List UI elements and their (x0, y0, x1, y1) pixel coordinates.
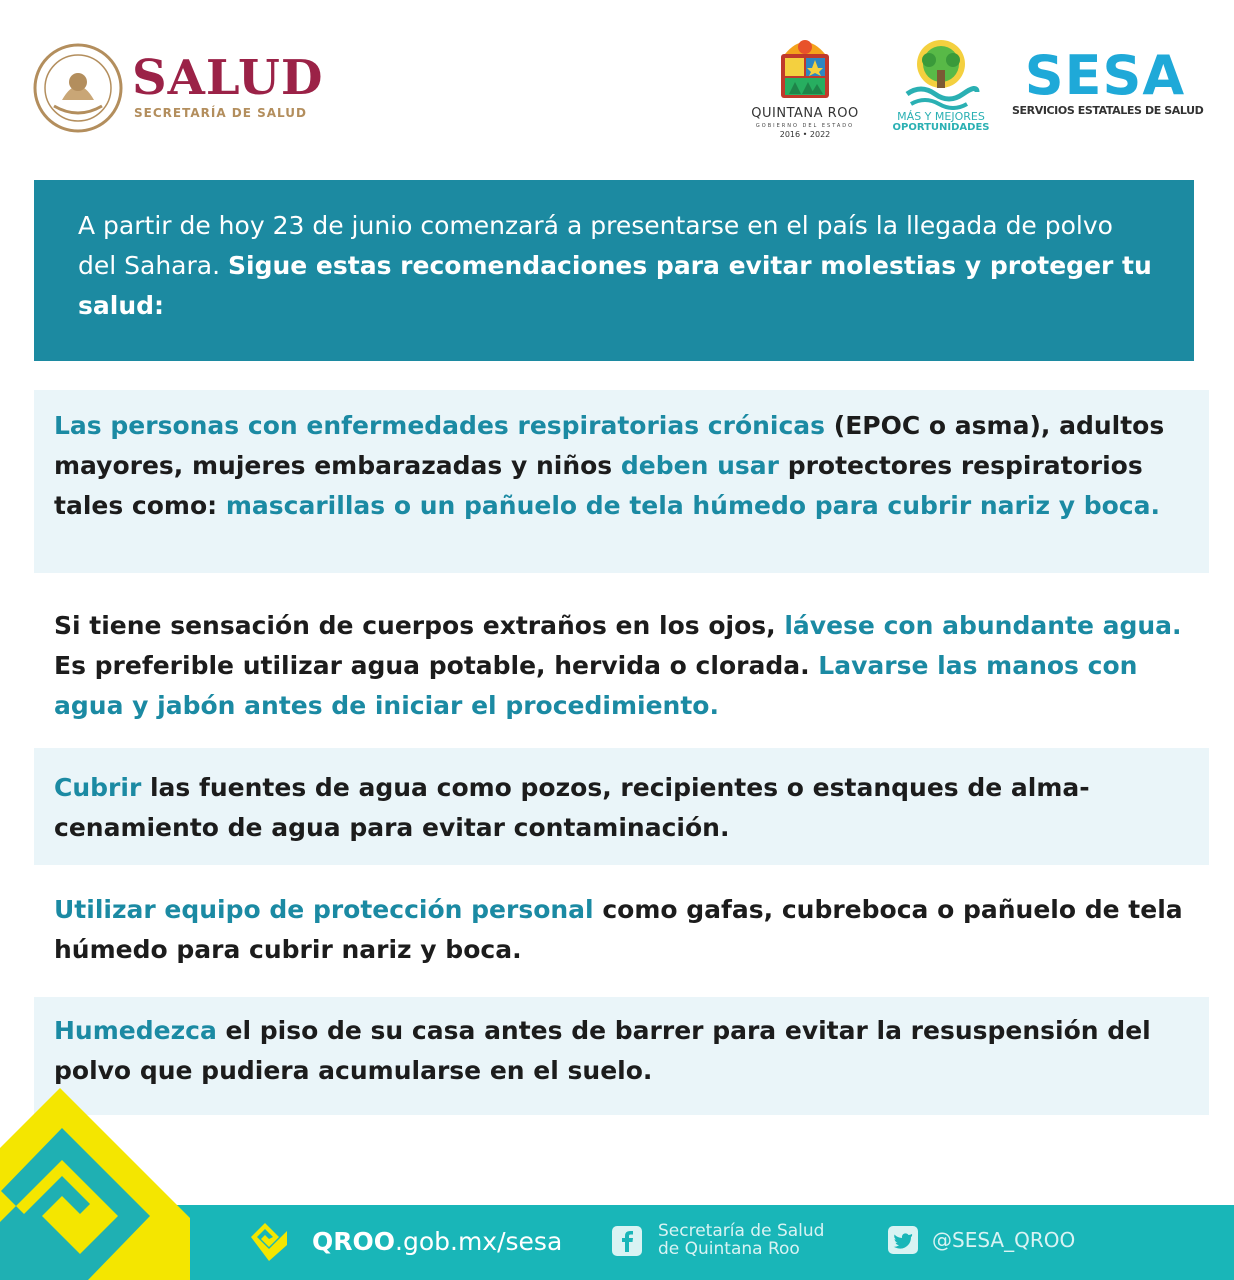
body-text: (EPOC o asma), adultos mayores, mujeres embarazadas y niños (54, 411, 1165, 480)
salud-title: SALUD (132, 50, 324, 106)
recommendation-card (34, 590, 1209, 738)
body-text: como gafas, cubreboca o pañuelo de tela húmedo para cubrir nariz y boca. (54, 895, 1183, 964)
mas-mejores-line2: OPORTUNIDADES (892, 122, 990, 133)
highlighted-text: Cubrir (54, 773, 142, 802)
highlighted-text: Las personas con enfermedades respiratorias crónicas (54, 411, 826, 440)
tree-icon (901, 38, 981, 110)
footer-url[interactable] (312, 1222, 562, 1262)
highlighted-text: Lavarse las manos con agua y jabón antes de iniciar el procedimiento. (54, 651, 1138, 720)
footer-twitter[interactable]: @SESA_QROO (932, 1228, 1076, 1252)
mas-mejores-line1: MÁS Y MEJORES (897, 110, 985, 123)
quintana-roo-name: QUINTANA ROO (751, 106, 859, 121)
mas-mejores-oportunidades-logo (888, 38, 994, 138)
highlighted-text: Humedezca (54, 1016, 217, 1045)
recommendation-card (34, 748, 1209, 865)
recommendation-card (34, 390, 1209, 573)
body-text: las fuentes de agua como pozos, recipientes o estanques de alma-cenamiento de agua para evitar contaminación. (54, 773, 1090, 842)
facebook-icon[interactable] (612, 1226, 642, 1256)
highlighted-text: Utilizar equipo de protección personal (54, 895, 594, 924)
sesa-title: SESA (1024, 44, 1186, 107)
sesa-subtitle: SERVICIOS ESTATALES DE SALUD (1012, 104, 1204, 117)
salud-subtitle: SECRETARÍA DE SALUD (134, 106, 307, 120)
body-text: protectores respiratorios tales como: (54, 451, 1143, 520)
body-text: Es preferible utilizar agua potable, hervida o clorada. (54, 651, 819, 680)
facebook-line2: de Quintana Roo (658, 1239, 800, 1259)
facebook-line1: Secretaría de Salud (658, 1221, 825, 1241)
intro-text: A partir de hoy 23 de junio comenzará a presentarse en el país la llegada de polvo del Sahara. (78, 211, 1113, 280)
header (0, 0, 1234, 170)
intro-bold-text: Sigue estas recomendaciones para evitar molestias y proteger tu salud: (78, 251, 1152, 320)
body-text: el piso de su casa antes de barrer para evitar la resuspensión del polvo que pudiera acumularse en el suelo. (54, 1016, 1151, 1085)
highlighted-text: mascarillas o un pañuelo de tela húmedo para cubrir nariz y boca. (225, 491, 1160, 520)
twitter-icon[interactable] (888, 1226, 918, 1254)
quintana-roo-logo (746, 32, 864, 142)
highlighted-text: deben usar (620, 451, 779, 480)
body-text: Si tiene sensación de cuerpos extraños en los ojos, (54, 611, 785, 640)
corner-spiral-decoration (0, 1088, 190, 1280)
footer-url-rest: .gob.mx/sesa (395, 1227, 563, 1256)
quintana-roo-years: 2016 • 2022 (779, 130, 831, 139)
sesa-logo (1012, 46, 1202, 126)
quintana-roo-shield-icon (775, 32, 835, 106)
qroo-spiral-icon (247, 1221, 291, 1261)
intro-banner (34, 180, 1194, 361)
footer-url-bold: QROO (312, 1227, 396, 1256)
recommendation-card (34, 870, 1209, 982)
quintana-roo-subtitle: GOBIERNO DEL ESTADO (755, 123, 855, 129)
salud-logo (32, 42, 332, 142)
highlighted-text: lávese con abundante agua. (784, 611, 1182, 640)
mexico-seal-icon (32, 42, 124, 134)
footer-facebook[interactable] (658, 1222, 824, 1258)
recommendation-card (34, 997, 1209, 1115)
